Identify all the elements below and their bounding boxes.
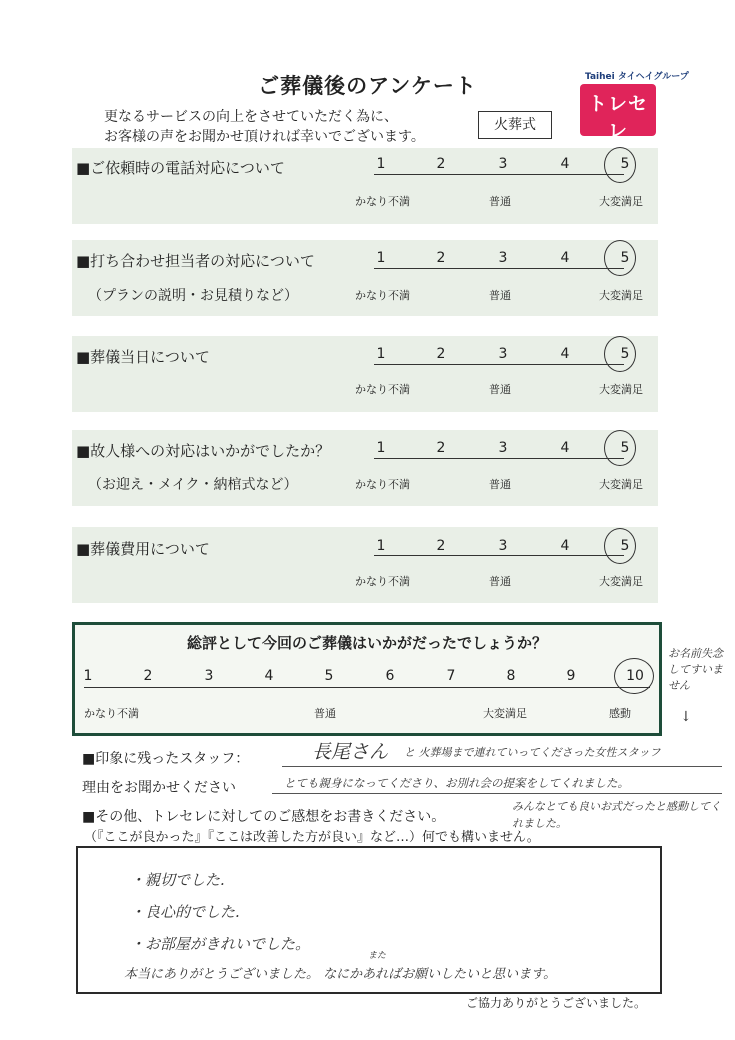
q3-rating-5[interactable]: 5 [620, 346, 630, 362]
q4-rating-4[interactable]: 4 [560, 440, 570, 456]
q5-rating-4[interactable]: 4 [560, 538, 570, 554]
overall-handwritten-note: お名前失念してすいません [668, 647, 723, 692]
question-2-note: （プランの説明・お見積りなど） [88, 288, 298, 304]
intro-line-2: お客様の声をお聞かせ頂ければ幸いでございます。 [104, 129, 425, 145]
q2-rating-2[interactable]: 2 [436, 250, 446, 266]
question-4-label: ■故人様への対応はいかがでしたか？ [76, 442, 331, 460]
reason-answer-underline [272, 793, 722, 794]
intro-line-1: 更なるサービスの向上をさせていただく為に、 [104, 109, 398, 125]
q2-rating-3[interactable]: 3 [498, 250, 508, 266]
q3-rating-1[interactable]: 1 [376, 346, 386, 362]
q3-rating-4[interactable]: 4 [560, 346, 570, 362]
overall-rating-4[interactable]: 4 [264, 668, 274, 684]
comment-line-3: ・お部屋がきれいでした。 [130, 935, 311, 953]
q2-mid-label: 普通 [489, 289, 511, 302]
question-5-label: ■葬儀費用について [76, 540, 210, 558]
overall-rating-5[interactable]: 5 [324, 668, 334, 684]
overall-rating-1[interactable]: 1 [83, 668, 93, 684]
thanks-text: ご協力ありがとうございました。 [466, 996, 647, 1010]
q2-rating-5[interactable]: 5 [620, 250, 630, 266]
overall-rating-6[interactable]: 6 [385, 668, 395, 684]
overall-selected-circle [614, 658, 654, 694]
q2-rating-1[interactable]: 1 [376, 250, 386, 266]
q1-low-label: かなり不満 [355, 195, 410, 208]
other-handwritten-aside: みんなとても良いお式だったと感動してくれました。 [512, 800, 721, 830]
q2-high-label: 大変満足 [599, 289, 643, 302]
q1-high-label: 大変満足 [599, 195, 643, 208]
question-5-scale-line [374, 555, 624, 556]
funeral-type-box: 火葬式 [478, 111, 552, 139]
comment-small-insert: また [368, 951, 387, 961]
comment-line-1: ・親切でした. [130, 871, 225, 889]
q5-mid-label: 普通 [489, 575, 511, 588]
overall-rating-8[interactable]: 8 [506, 668, 516, 684]
overall-rating-7[interactable]: 7 [446, 668, 456, 684]
page-title: ご葬儀後のアンケート [258, 74, 477, 98]
brand-logo [580, 84, 656, 142]
other-comments-hint: （『ここが良かった』『ここは改善した方が良い』など…）何でも構いません。 [84, 830, 540, 845]
q4-rating-5[interactable]: 5 [620, 440, 630, 456]
staff-answer-underline [282, 766, 722, 767]
q3-selected-circle [604, 336, 636, 372]
comment-line-4: 本当にありがとうございました。 なにかあればお願いしたいと思います。 [124, 967, 557, 982]
logo-main-text: トレセレ [587, 93, 648, 142]
overall-rating-10[interactable]: 10 [626, 668, 644, 684]
q3-rating-2[interactable]: 2 [436, 346, 446, 362]
overall-low-label: かなり不満 [84, 707, 139, 720]
staff-label: ■印象に残ったスタッフ： [82, 751, 250, 767]
q5-rating-2[interactable]: 2 [436, 538, 446, 554]
q1-rating-3[interactable]: 3 [498, 156, 508, 172]
question-2-label: ■打ち合わせ担当者の対応について [76, 252, 315, 270]
question-2-scale-line [374, 268, 624, 269]
question-3-label: ■葬儀当日について [76, 348, 210, 366]
staff-handwritten-name[interactable]: 長尾さん [312, 741, 389, 763]
q2-rating-4[interactable]: 4 [560, 250, 570, 266]
q4-selected-circle [604, 430, 636, 466]
other-comments-label: ■その他、トレセレに対してのご感想をお書きください。 [82, 809, 446, 825]
q5-rating-1[interactable]: 1 [376, 538, 386, 554]
q1-mid-label: 普通 [489, 195, 511, 208]
q5-selected-circle [604, 528, 636, 564]
question-1-scale-line [374, 174, 624, 175]
reason-label: 理由をお聞かせください [82, 780, 236, 796]
overall-high-label: 大変満足 [483, 707, 527, 720]
q2-low-label: かなり不満 [355, 289, 410, 302]
question-4-scale-line [374, 458, 624, 459]
overall-scale-line [84, 687, 650, 688]
question-3-scale-line [374, 364, 624, 365]
q3-low-label: かなり不満 [355, 383, 410, 396]
overall-mid-label: 普通 [314, 707, 336, 720]
q1-rating-1[interactable]: 1 [376, 156, 386, 172]
overall-question: 総評として今回のご葬儀はいかがだったでしょうか？ [186, 634, 547, 652]
q4-mid-label: 普通 [489, 478, 511, 491]
question-1-label: ■ご依頼時の電話対応について [76, 159, 285, 177]
q4-low-label: かなり不満 [355, 478, 410, 491]
q5-low-label: かなり不満 [355, 575, 410, 588]
q1-rating-2[interactable]: 2 [436, 156, 446, 172]
q5-high-label: 大変満足 [599, 575, 643, 588]
q3-mid-label: 普通 [489, 383, 511, 396]
q4-rating-3[interactable]: 3 [498, 440, 508, 456]
q4-rating-2[interactable]: 2 [436, 440, 446, 456]
brand-group-label: Taihei タイヘイグループ [585, 72, 689, 82]
reason-handwritten-text[interactable]: とても親身になってくださり、お別れ会の提案をしてくれました。 [284, 776, 629, 790]
overall-top-label: 感動 [609, 707, 631, 720]
overall-rating-9[interactable]: 9 [566, 668, 576, 684]
q4-high-label: 大変満足 [599, 478, 643, 491]
overall-rating-2[interactable]: 2 [143, 668, 153, 684]
q4-rating-1[interactable]: 1 [376, 440, 386, 456]
q5-rating-3[interactable]: 3 [498, 538, 508, 554]
q3-high-label: 大変満足 [599, 383, 643, 396]
q1-selected-circle [604, 147, 636, 183]
overall-rating-3[interactable]: 3 [204, 668, 214, 684]
question-4-note: （お迎え・メイク・納棺式など） [88, 477, 298, 493]
comment-line-2: ・良心的でした. [130, 903, 240, 921]
staff-handwritten-extra[interactable]: と 火葬場まで連れていってくださった女性スタッフ [404, 746, 661, 759]
q3-rating-3[interactable]: 3 [498, 346, 508, 362]
q1-rating-4[interactable]: 4 [560, 156, 570, 172]
q2-selected-circle [604, 240, 636, 276]
q1-rating-5[interactable]: 5 [620, 156, 630, 172]
q5-rating-5[interactable]: 5 [620, 538, 630, 554]
down-arrow-icon: ↓ [680, 709, 692, 725]
